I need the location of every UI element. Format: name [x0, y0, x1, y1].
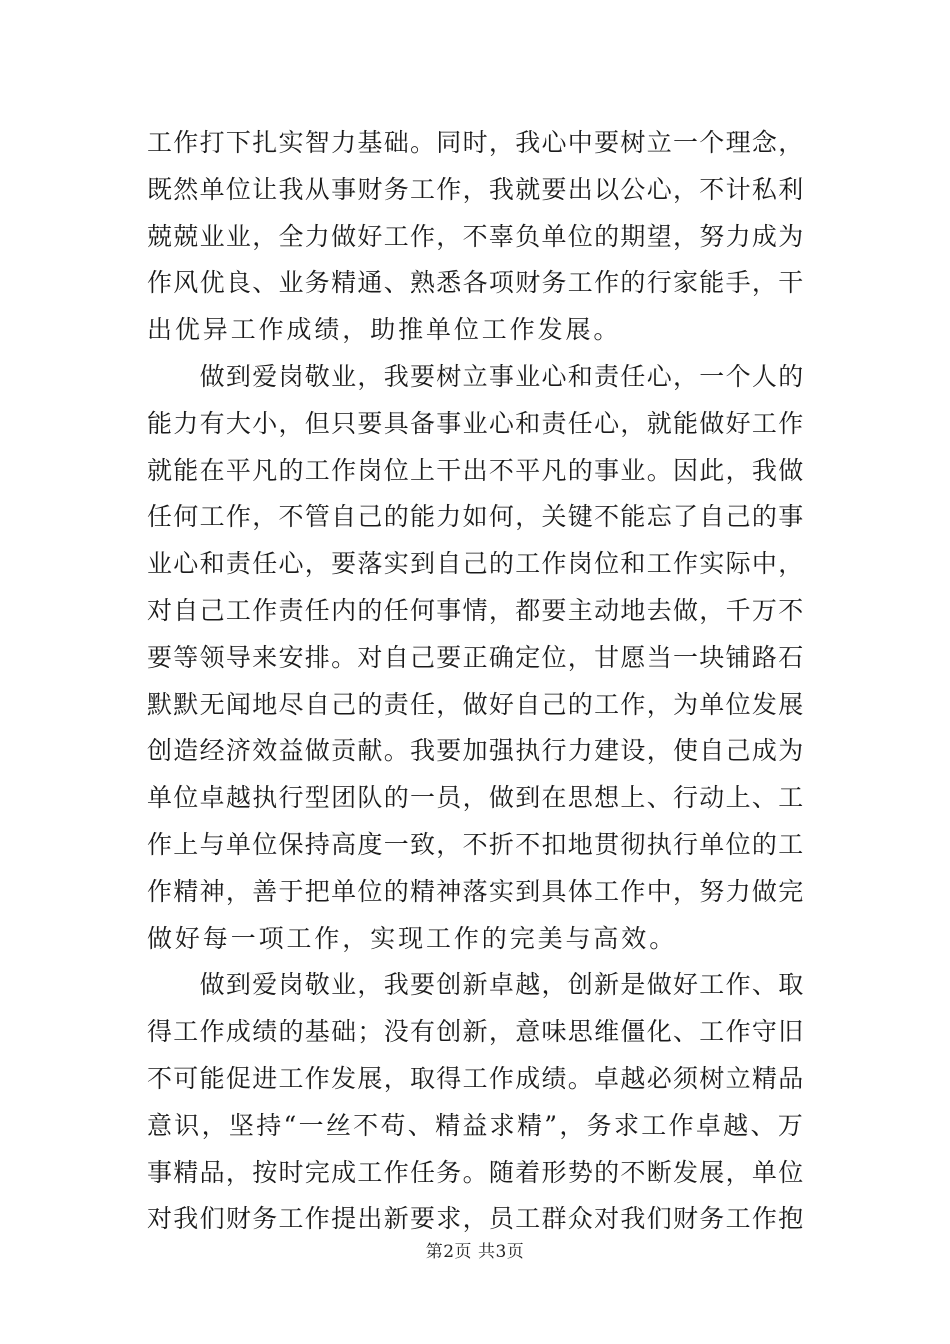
text-line: 得工作成绩的基础；没有创新，意味思维僵化、工作守旧: [147, 1017, 805, 1047]
text-line: 就能在平凡的工作岗位上干出不平凡的事业。因此，我做: [147, 455, 805, 485]
page-footer: [0, 1237, 950, 1262]
text-line: 对我们财务工作提出新要求，员工群众对我们财务工作抱: [147, 1204, 805, 1234]
text-line: 出优异工作成绩，助推单位工作发展。: [147, 315, 622, 345]
text-line: 兢兢业业，全力做好工作，不辜负单位的期望，努力成为: [147, 221, 805, 251]
text-line: 对自己工作责任内的任何事情，都要主动地去做，千万不: [147, 595, 805, 625]
text-line: 做到爱岗敬业，我要树立事业心和责任心，一个人的: [147, 361, 805, 391]
text-line: 做好每一项工作，实现工作的完美与高效。: [147, 923, 678, 953]
text-line: 事精品，按时完成工作任务。随着形势的不断发展，单位: [147, 1157, 805, 1187]
text-line: 要等领导来安排。对自己要正确定位，甘愿当一块铺路石: [147, 642, 805, 672]
text-line: 单位卓越执行型团队的一员，做到在思想上、行动上、工: [147, 783, 805, 813]
text-line: 作上与单位保持高度一致，不折不扣地贯彻执行单位的工: [147, 829, 805, 859]
text-line: 作风优良、业务精通、熟悉各项财务工作的行家能手，干: [147, 268, 805, 298]
text-line: 默默无闻地尽自己的责任，做好自己的工作，为单位发展: [147, 689, 805, 719]
text-line: 意识，坚持“一丝不苟、精益求精”，务求工作卓越、万: [147, 1110, 806, 1140]
text-line: 创造经济效益做贡献。我要加强执行力建设，使自己成为: [147, 736, 805, 766]
page-number-label: 第2页 共3页: [425, 1242, 525, 1262]
text-line: 作精神，善于把单位的精神落实到具体工作中，努力做完: [147, 876, 805, 906]
text-line: 任何工作，不管自己的能力如何，关键不能忘了自己的事: [147, 502, 805, 532]
text-line: 能力有大小，但只要具备事业心和责任心，就能做好工作: [147, 408, 805, 438]
text-line: 工作打下扎实智力基础。同时，我心中要树立一个理念，: [147, 128, 805, 157]
body-text: [147, 120, 807, 1243]
text-line: 不可能促进工作发展，取得工作成绩。卓越必须树立精品: [147, 1063, 805, 1093]
text-line: 做到爱岗敬业，我要创新卓越，创新是做好工作、取: [147, 970, 805, 1000]
text-line: 既然单位让我从事财务工作，我就要出以公心，不计私利: [147, 174, 805, 204]
text-line: 业心和责任心，要落实到自己的工作岗位和工作实际中，: [147, 549, 805, 579]
